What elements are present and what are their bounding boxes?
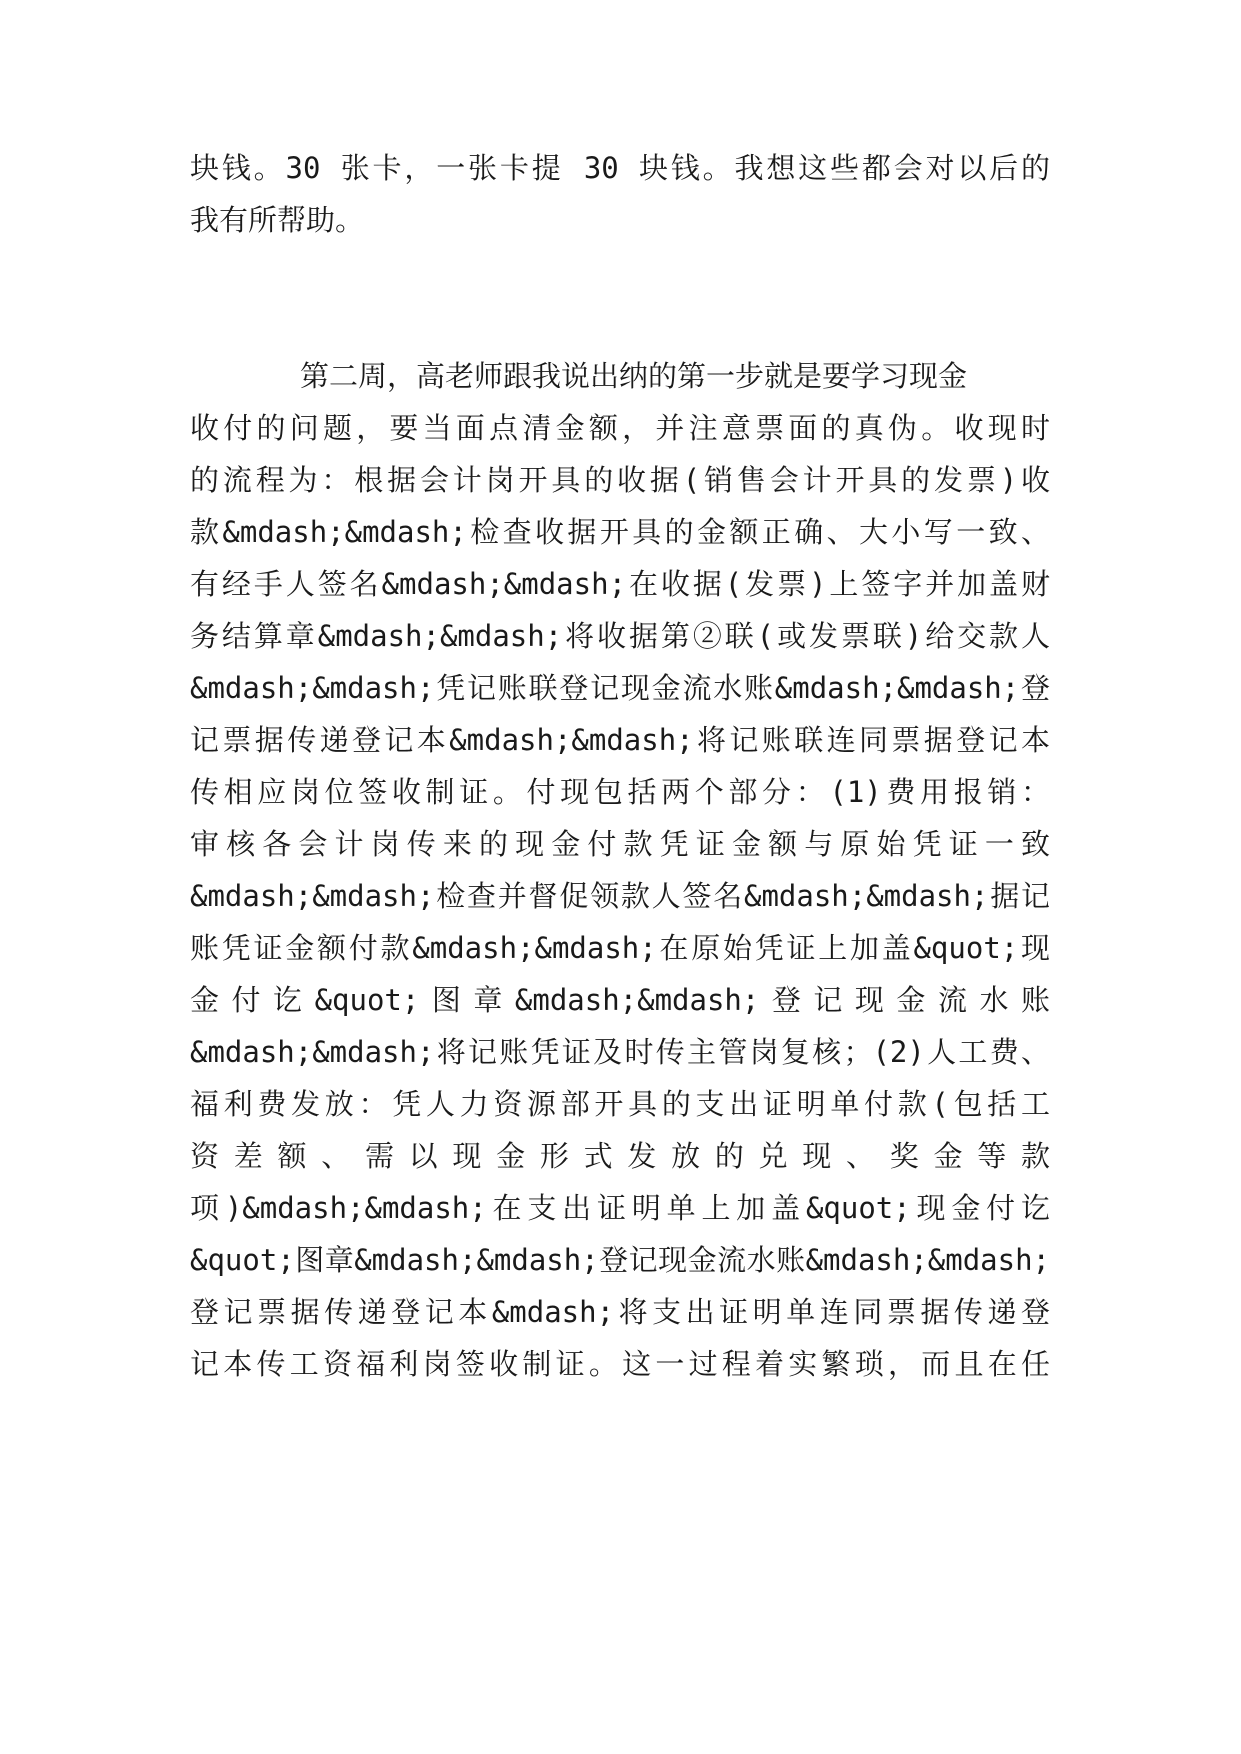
- paragraph-first-line: 第二周，高老师跟我说出纳的第一步就是要学习现金: [300, 359, 968, 393]
- text-line: &quot;图章&mdash;&mdash;登记现金流水账&mdash;&mdash;: [190, 1243, 1050, 1277]
- text-line: 务结算章&mdash;&mdash;将收据第②联(或发票联)给交款人: [190, 619, 1050, 653]
- text-line: &mdash;&mdash;将记账凭证及时传主管岗复核；(2)人工费、: [190, 1035, 1050, 1069]
- text-line: 登记票据传递登记本&mdash;将支出证明单连同票据传递登: [190, 1295, 1050, 1329]
- text-line: 审核各会计岗传来的现金付款凭证金额与原始凭证一致: [190, 827, 1050, 861]
- text-line: &mdash;&mdash;凭记账联登记现金流水账&mdash;&mdash;登: [190, 671, 1050, 705]
- text-line: 项)&mdash;&mdash;在支出证明单上加盖&quot;现金付讫: [190, 1191, 1050, 1225]
- text-line: 金付讫&quot;图章&mdash;&mdash;登记现金流水账: [190, 983, 1050, 1017]
- text-line: &mdash;&mdash;检查并督促领款人签名&mdash;&mdash;据记: [190, 879, 1050, 913]
- text-line: 传相应岗位签收制证。付现包括两个部分：(1)费用报销：: [190, 775, 1050, 809]
- text-line: 有经手人签名&mdash;&mdash;在收据(发票)上签字并加盖财: [190, 567, 1050, 601]
- text-line: 记票据传递登记本&mdash;&mdash;将记账联连同票据登记本: [190, 723, 1050, 757]
- text-line: 福利费发放：凭人力资源部开具的支出证明单付款(包括工: [190, 1087, 1050, 1121]
- text-line: 收付的问题，要当面点清金额，并注意票面的真伪。收现时: [190, 411, 1050, 445]
- text-line: 我有所帮助。: [190, 203, 365, 237]
- text-line: 块钱。30 张卡，一张卡提 30 块钱。我想这些都会对以后的: [190, 151, 1050, 185]
- text-line: 的流程为：根据会计岗开具的收据(销售会计开具的发票)收: [190, 463, 1050, 497]
- text-line: 记本传工资福利岗签收制证。这一过程着实繁琐，而且在任: [190, 1347, 1050, 1381]
- text-line: 资差额、需以现金形式发放的兑现、奖金等款: [190, 1139, 1050, 1173]
- text-line: 款&mdash;&mdash;检查收据开具的金额正确、大小写一致、: [190, 515, 1050, 549]
- text-line: 账凭证金额付款&mdash;&mdash;在原始凭证上加盖&quot;现: [190, 931, 1050, 965]
